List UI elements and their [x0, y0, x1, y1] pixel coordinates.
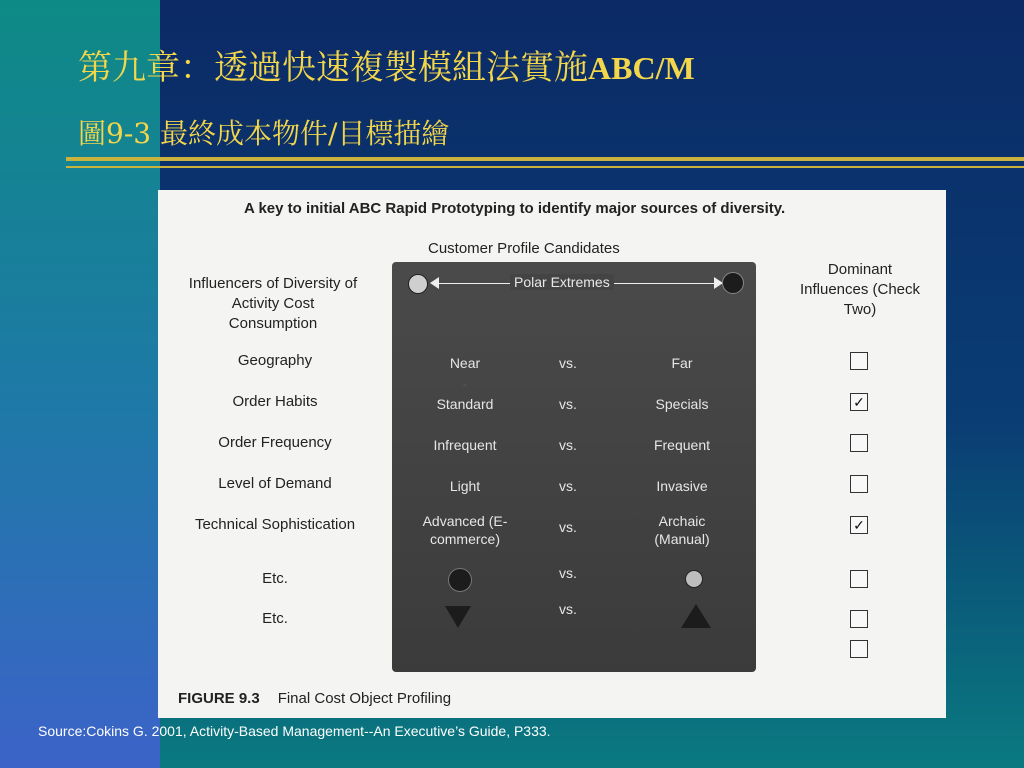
check-box: [850, 352, 868, 370]
row-label: Geography: [237, 352, 313, 369]
influencer-row-order-frequency: [158, 424, 946, 464]
row-label: Order Frequency: [218, 434, 332, 451]
row-label: Order Habits: [232, 393, 318, 410]
check-box-checked: ✓: [850, 393, 868, 411]
row-right-value: Frequent: [653, 437, 711, 453]
figure-image: [158, 190, 946, 718]
row-right-value: Specials: [655, 396, 709, 412]
check-box: [850, 610, 868, 628]
check-box-checked: ✓: [850, 516, 868, 534]
row-right-shape: [680, 604, 712, 632]
check-box: [850, 570, 868, 588]
influencer-row-technical-sophistication: [158, 506, 946, 556]
figure-heading: A key to initial ABC Rapid Prototyping to identify major sources of diversity.: [244, 200, 786, 217]
row-label: Technical Sophistication: [194, 516, 356, 533]
row-vs: vs.: [559, 437, 577, 453]
arrow-left-icon: [430, 277, 439, 289]
row-right-shape: [684, 570, 704, 592]
row-label: Level of Demand: [218, 475, 332, 492]
light-circle-icon: [685, 570, 703, 588]
up-triangle-icon: [681, 604, 711, 628]
slide-title-cjk: 第九章：透過快速複製模組法實施: [78, 48, 588, 88]
influencer-row-etc-1: [158, 560, 946, 600]
row-left-value: Light: [449, 478, 481, 494]
influencer-row-level-of-demand: [158, 465, 946, 505]
dark-circle-icon: [448, 568, 472, 592]
figure-number: FIGURE 9.3: [178, 690, 260, 707]
polar-extremes-row: [392, 272, 756, 296]
row-vs: vs.: [559, 565, 577, 581]
figure-caption: [178, 690, 451, 707]
row-label: Etc.: [262, 570, 288, 587]
influencer-row-order-habits: [158, 383, 946, 423]
row-right-value: Far: [671, 355, 693, 371]
row-left-shape: [444, 606, 472, 632]
dark-circle-icon: [722, 272, 744, 294]
row-vs: vs.: [559, 601, 577, 617]
row-vs: vs.: [559, 396, 577, 412]
row-left-value: Standard: [436, 396, 494, 412]
influencer-row-geography: [158, 342, 946, 382]
slide-title: [78, 40, 695, 89]
check-box: [850, 475, 868, 493]
row-left-value: Infrequent: [433, 437, 497, 453]
row-vs: vs.: [559, 519, 577, 535]
influencer-row-etc-2: [158, 600, 946, 640]
candidates-title: Customer Profile Candidates: [428, 240, 620, 257]
influencers-heading: Influencers of Diversity of Activity Cost Consumption: [188, 275, 358, 332]
light-circle-icon: [408, 274, 428, 294]
row-left-value: Near: [449, 355, 481, 371]
row-right-value: Archaic (Manual): [654, 513, 710, 547]
check-box-extra: [850, 640, 868, 658]
dominant-heading: Dominant Influences (Check Two): [799, 261, 921, 318]
row-left-value: Advanced (E-commerce): [422, 513, 508, 547]
row-left-shape: [448, 568, 472, 596]
source-citation: Source:Cokins G. 2001, Activity-Based Management--An Executive’s Guide, P333.: [38, 723, 551, 739]
check-box: [850, 434, 868, 452]
title-rule-thin: [66, 166, 1024, 168]
row-right-value: Invasive: [656, 478, 708, 494]
row-vs: vs.: [559, 478, 577, 494]
down-triangle-icon: [445, 606, 471, 628]
row-label: Etc.: [262, 610, 288, 627]
polar-extremes-label: Polar Extremes: [510, 274, 614, 290]
row-vs: vs.: [559, 355, 577, 371]
figure-caption-text: Final Cost Object Profiling: [277, 690, 452, 707]
title-rule-thick: [66, 157, 1024, 161]
slide-subtitle: 圖9-3 最終成本物件/目標描繪: [78, 117, 450, 150]
slide-title-latin: ABC/M: [588, 50, 695, 86]
